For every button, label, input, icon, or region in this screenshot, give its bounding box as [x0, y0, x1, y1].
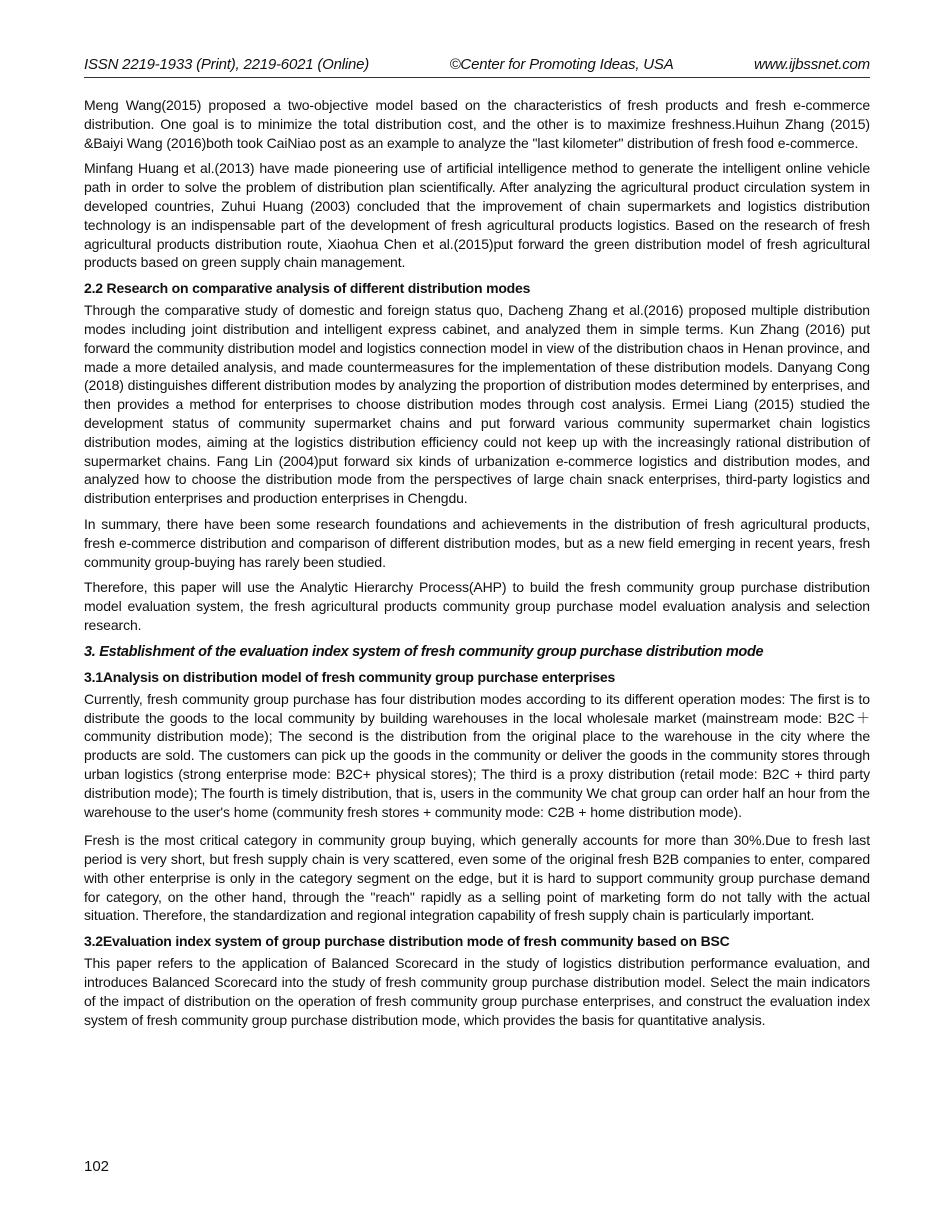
- header-website: www.ijbssnet.com: [753, 56, 870, 73]
- paragraph-summary: In summary, there have been some research foundations and achievements in the distribution of fresh agricultural products, fresh e-commerce distribution and comparison of different distribution modes, but as a new field emerging in recent years, fresh community group-buying has rarely been studied.: [84, 515, 870, 570]
- paragraph-meng-wang: Meng Wang(2015) proposed a two-objective model based on the characteristics of fresh products and fresh e-commerce distribution. One goal is to minimize the total distribution cost, and the other is to maximize freshness.Huihun Zhang (2015) &Baiyi Wang (2016)both took CaiNiao post as an example to analyze the "last kilometer" distribution of fresh food e-commerce.: [84, 97, 870, 151]
- header-publisher: ©Center for Promoting Ideas, USA: [449, 56, 674, 73]
- paragraph-therefore: Therefore, this paper will use the Analytic Hierarchy Process(AHP) to build the fresh community group purchase distribution model evaluation system, the fresh agricultural products community group purchase model evaluation analysis and selection research.: [84, 579, 870, 633]
- article-body: [84, 96, 870, 1036]
- section-heading-2-2: 2.2 Research on comparative analysis of different distribution modes: [84, 280, 531, 297]
- header-issn: ISSN 2219-1933 (Print), 2219-6021 (Online): [84, 56, 370, 73]
- paragraph-comparative-study: Through the comparative study of domestic and foreign status quo, Dacheng Zhang et al.(2016) proposed multiple distribution modes including joint distribution and intelligent express cabinet, and analyzed them in simple terms. Kun Zhang (2016) put forward the community distribution model and logistics connection model in view of the distribution chaos in Henan province, and made a more detailed analysis, and made countermeasures for the implementation of these distribution models. Danyang Cong (2018) distinguishes different distribution modes by analyzing the proportion of distribution modes determined by enterprises, and then provides a method for enterprises to choose distribution modes through cost analysis. Ermei Liang (2015) studied the development status of community supermarket chains and put forward various community supermarket chain logistics distribution modes, aiming at the logistics distribution efficiency could not keep up with the increasingly rational distribution of supermarket chains. Fang Lin (2004)put forward six kinds of urbanization e-commerce logistics and distribution modes, and analyzed how to choose the distribution mode from the perspectives of large chain snack enterprises, third-party logistics and distribution enterprises and production enterprises in Chengdu.: [84, 302, 870, 507]
- section-heading-3-2: 3.2Evaluation index system of group purchase distribution mode of fresh community based on BSC: [84, 933, 730, 950]
- running-header: [84, 56, 870, 73]
- header-divider: [84, 77, 870, 78]
- page-number: 102: [84, 1158, 110, 1175]
- section-heading-3-1: 3.1Analysis on distribution model of fresh community group purchase enterprises: [84, 668, 616, 685]
- paragraph-minfang-huang: Minfang Huang et al.(2013) have made pioneering use of artificial intelligence method to generate the intelligent online vehicle path in order to solve the problem of distribution plan scientifically. After analyzing the agricultural product circulation system in developed countries, Zuhui Huang (2003) concluded that the improvement of chain supermarkets and logistics distribution technology is an indispensable part of the development of fresh agricultural products logistics. Based on the research of fresh agricultural products distribution route, Xiaohua Chen et al.(2015)put forward the green distribution model of fresh agricultural products based on green supply chain management.: [84, 160, 870, 271]
- paragraph-balanced-scorecard: This paper refers to the application of Balanced Scorecard in the study of logistics distribution performance evaluation, and introduces Balanced Scorecard into the study of fresh community group purchase distribution model. Select the main indicators of the impact of distribution on the operation of fresh community group purchase enterprises, and construct the evaluation index system of fresh community group purchase distribution mode, which provides the basis for quantitative analysis.: [84, 955, 870, 1028]
- paragraph-four-modes: Currently, fresh community group purchase has four distribution modes according to its different operation modes: The first is to distribute the goods to the local community by building warehouses in the local wholesale market (mainstream mode: B2C＋community distribution mode); The second is the distribution from the original place to the warehouse in the city where the products are sold. The customers can pick up the goods in the community or deliver the goods in the community stores through urban logistics (strong enterprise mode: B2C+ physical stores); The third is a proxy distribution (retail mode: B2C + third party distribution mode); The fourth is timely distribution, that is, users in the community We chat group can order half an hour from the warehouse to the user's home (community fresh stores + community mode: C2B + home distribution mode).: [84, 690, 870, 820]
- paragraph-fresh-category: Fresh is the most critical category in community group buying, which generally accounts for more than 30%.Due to fresh last period is very short, but fresh supply chain is very scattered, even some of the original fresh B2B companies to enter, compared with other enterprise is only in the category segment on the edge, but it is hard to support community group purchase demand for category, on the other hand, through the "reach" rapidly as a selling point of marketing form do not tally with the actual situation. Therefore, the standardization and regional integration capability of fresh supply chain is particularly important.: [84, 832, 870, 924]
- section-heading-3: 3. Establishment of the evaluation index system of fresh community group purchase distribution mode: [84, 643, 764, 660]
